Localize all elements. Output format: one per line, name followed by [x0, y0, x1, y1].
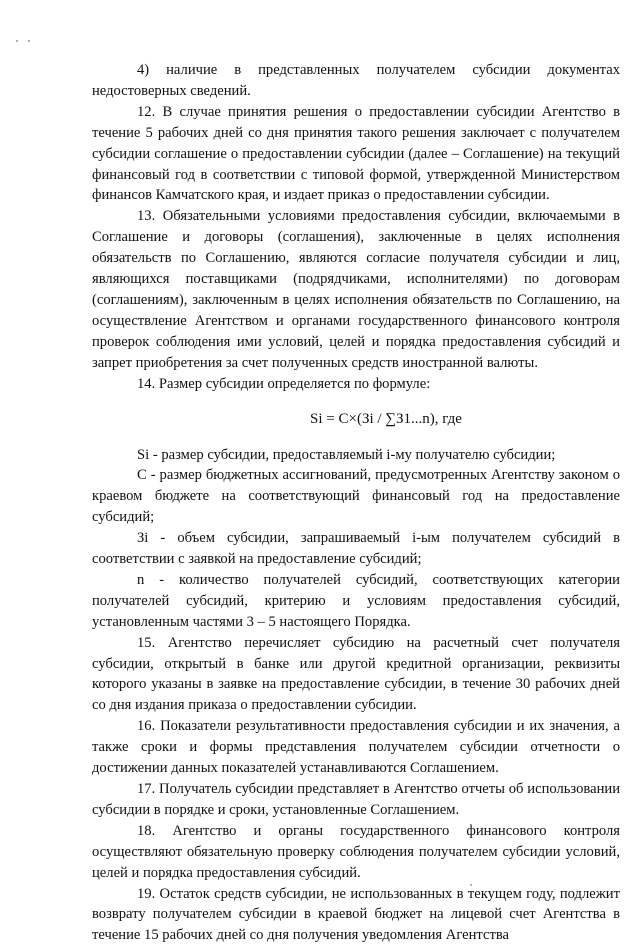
- formula-text: Si = C×(Зi / ∑З1...n), где: [310, 411, 462, 428]
- scan-speck: [16, 40, 18, 42]
- paragraph-13: 13. Обязательными условиями предоставления субсидии, включаемыми в Соглашение и договоры (соглашения), заключенные в целях исполнения обязательств по Соглашению, являются согласие получателя субсидии и лиц, являющихся поставщиками (подрядчиками, исполнителями) по договорам (соглашениям), заключенным в целях исполнения обязательств по Соглашению, на осуществление Агентством и органами государственного финансового контроля проверок соблюдения ими условий, целей и порядка предоставления субсидий и запрет приобретения за счет полученных средств иностранной валюты.: [92, 208, 620, 371]
- paragraph-17: 17. Получатель субсидии представляет в Агентство отчеты об использовании субсидии в порядке и сроки, установленные Соглашением.: [92, 781, 620, 818]
- paragraph-14: 14. Размер субсидии определяется по формуле:: [137, 375, 431, 392]
- paragraph-18: 18. Агентство и органы государственного финансового контроля осуществляют обязательную проверку соблюдения получателем субсидии условий, целей и порядка предоставления субсидий.: [92, 822, 620, 881]
- definition-c: С - размер бюджетных ассигнований, предусмотренных Агентству законом о краевом бюджете на соответствующий финансовый год на предоставление субсидий;: [92, 467, 620, 526]
- document-body: [92, 60, 620, 946]
- definition-n: n - количество получателей субсидий, соответствующих категории получателей субсидий, критерию и условиям предоставления субсидий, установленным частями 3 – 5 настоящего Порядка.: [92, 571, 620, 630]
- paragraph-12: 12. В случае принятия решения о предоставлении субсидии Агентство в течение 5 рабочих дней со дня принятия такого решения заключает с получателем субсидии соглашение о предоставлении субсидии (далее – Соглашение) на текущий финансовый год в соответствии с типовой формой, утвержденной Министерством финансов Камчатского края, и издает приказ о предоставлении субсидии.: [92, 103, 620, 204]
- definition-zi: Зi - объем субсидии, запрашиваемый i-ым получателем субсидий в соответствии с заявкой на предоставление субсидий;: [92, 530, 620, 568]
- paragraph-16: 16. Показатели результативности предоставления субсидии и их значения, а также сроки и формы представления получателем субсидии отчетности о достижении данных показателей устанавливаются Соглашением.: [92, 718, 620, 777]
- paragraph-item-4: 4) наличие в представленных получателем субсидии документах недостоверных сведений.: [92, 62, 620, 99]
- scan-speck: [28, 40, 30, 42]
- paragraph-19: 19. Остаток средств субсидии, не использованных в текущем году, подлежит возврату получателем субсидии в краевой бюджет на лицевой счет Агентства в течение 15 рабочих дней со дня получения уведомления Агентства: [92, 885, 620, 944]
- definition-si: Si - размер субсидии, предоставляемый i-му получателю субсидии;: [137, 446, 556, 463]
- paragraph-15: 15. Агентство перечисляет субсидию на расчетный счет получателя субсидии, открытый в банке или другой кредитной организации, реквизиты которого указаны в заявке на предоставление субсидии, в течение 30 рабочих дней со дня издания приказа о предоставлении субсидии.: [92, 634, 620, 714]
- subsidy-formula: [92, 395, 620, 445]
